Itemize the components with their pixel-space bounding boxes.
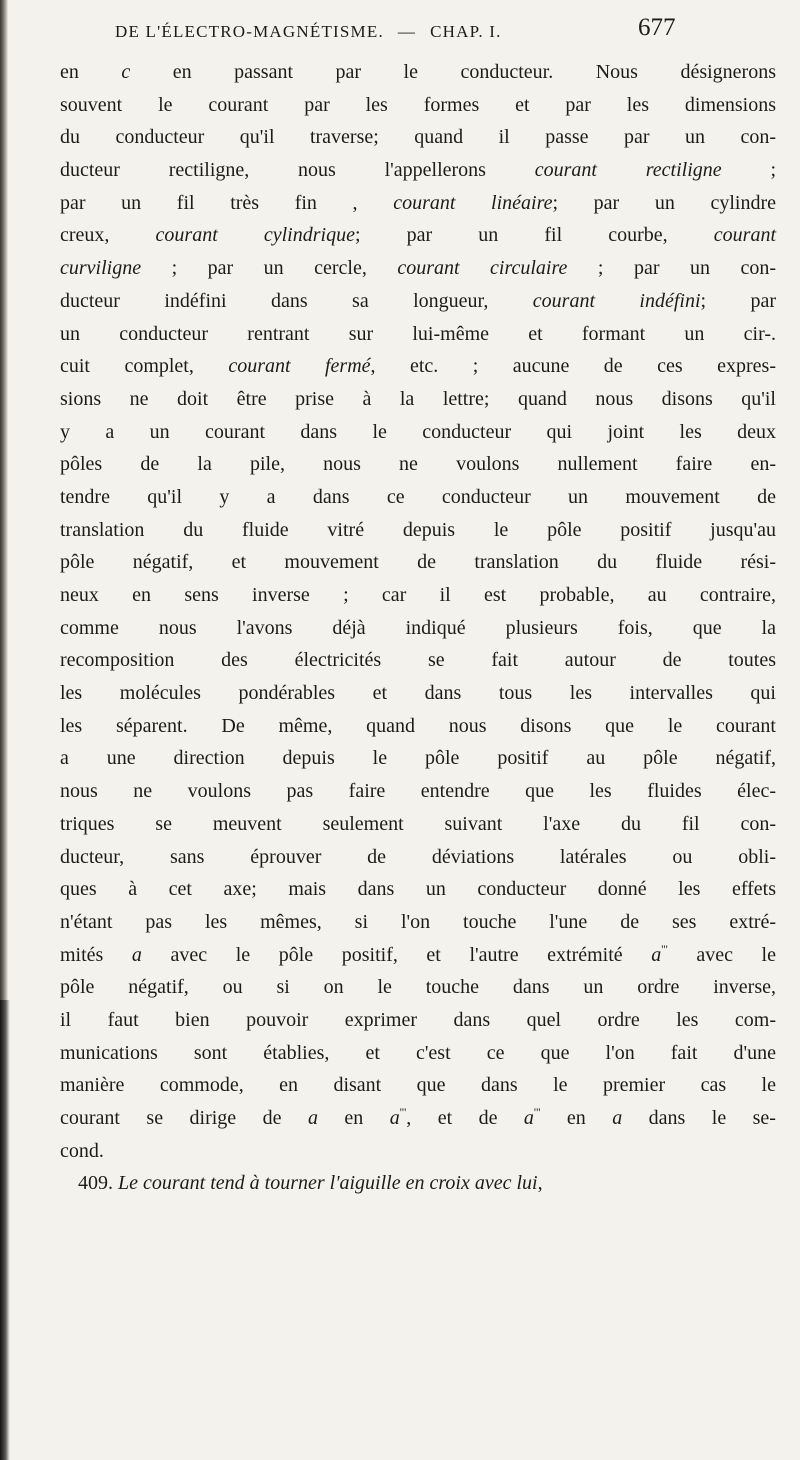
text-line: les séparent. De même, quand nous disons que le courant [60,714,776,737]
page-binding-shadow [0,1000,10,1460]
text-line: triques se meuvent seulement suivant l'axe du fil con- [60,812,776,835]
text-line: pôles de la pile, nous ne voulons nullement faire en- [60,453,776,476]
text-line: du conducteur qu'il traverse; quand il passe par un con- [60,126,776,149]
running-head-chapter: CHAP. I. [430,22,502,41]
text-line: recomposition des électricités se fait autour de toutes [60,649,776,672]
text-line: y a un courant dans le conducteur qui joint les deux [60,420,776,443]
text-line: cond. [60,1139,104,1162]
text-line: translation du fluide vitré depuis le pôle positif jusqu'au [60,518,776,541]
text-line: n'étant pas les mêmes, si l'on touche l'une de ses extré- [60,910,776,933]
text-line: les molécules pondérables et dans tous les intervalles qui [60,682,776,705]
text-line: ques à cet axe; mais dans un conducteur donné les effets [60,878,776,901]
text-line: manière commode, en disant que dans le premier cas le [60,1074,776,1097]
text-line: munications sont établies, et c'est ce que l'on fait d'une [60,1041,776,1064]
running-head [115,22,502,42]
text-line: mités a avec le pôle positif, et l'autre extrémité a''' avec le [60,941,776,966]
text-line: nous ne voulons pas faire entendre que les fluides élec- [60,780,776,803]
text-line: souvent le courant par les formes et par les dimensions [60,93,776,116]
text-line: courant se dirige de a en a''', et de a''' en a dans le se- [60,1105,776,1129]
page-number: 677 [638,14,676,41]
text-line: cuit complet, courant fermé, etc. ; aucune de ces expres- [60,355,776,378]
text-line: comme nous l'avons déjà indiqué plusieurs fois, que la [60,616,776,639]
text-line: en c en passant par le conducteur. Nous désignerons [60,61,776,83]
text-line: ducteur indéfini dans sa longueur, courant indéfini; par [60,289,776,312]
book-page [60,0,776,1200]
text-line: neux en sens inverse ; car il est probable, au contraire, [60,584,776,606]
text-line: par un fil très fin , courant linéaire; par un cylindre [60,191,777,214]
text-line: ducteur, sans éprouver de déviations latérales ou obli- [60,845,776,868]
text-line: sions ne doit être prise à la lettre; quand nous disons qu'il [60,387,776,410]
text-line: creux, courant cylindrique; par un fil courbe, courant [60,224,776,247]
page-header [60,0,776,56]
text-line: pôle négatif, et mouvement de translation du fluide rési- [60,551,776,574]
running-head-separator: — [397,22,417,41]
text-line: tendre qu'il y a dans ce conducteur un mouvement de [60,485,776,508]
text-line: 409. Le courant tend à tourner l'aiguille en croix avec lui, [78,1172,543,1195]
text-line: il faut bien pouvoir exprimer dans quel ordre les com- [60,1008,776,1031]
text-line: curviligne ; par un cercle, courant circulaire ; par un con- [60,257,776,280]
body-text [60,56,776,1200]
running-head-title: DE L'ÉLECTRO-MAGNÉTISME. [115,22,384,41]
text-line: a une direction depuis le pôle positif au pôle négatif, [60,747,776,770]
text-line: ducteur rectiligne, nous l'appellerons courant rectiligne ; [60,159,776,182]
text-line: un conducteur rentrant sur lui-même et formant un cir-. [60,322,776,345]
text-line: pôle négatif, ou si on le touche dans un ordre inverse, [60,976,776,999]
